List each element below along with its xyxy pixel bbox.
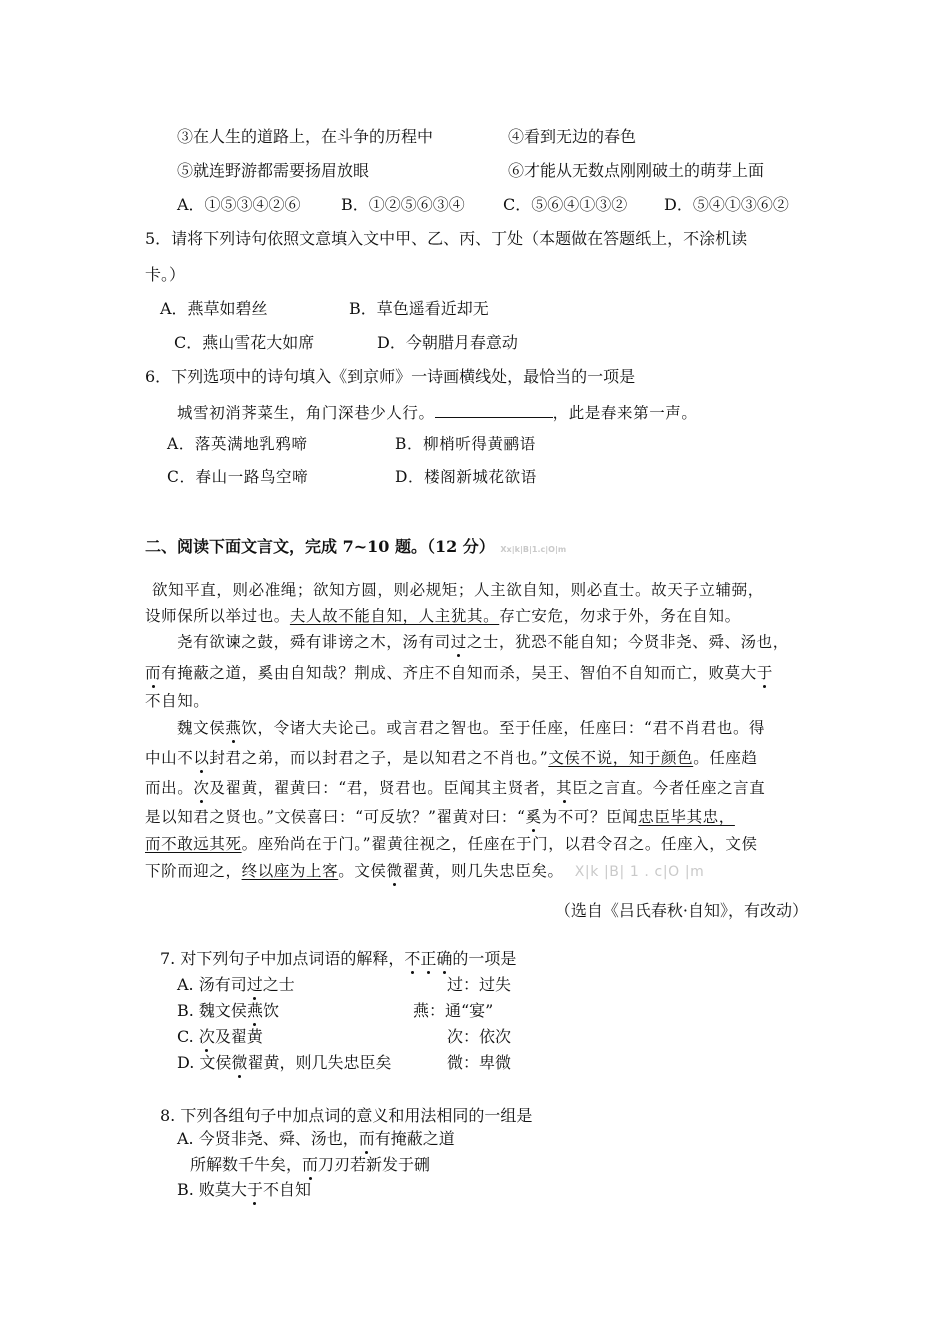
passage-text: 为不可？臣闻 bbox=[541, 808, 639, 826]
option-text: D. 文侯 bbox=[177, 1053, 232, 1072]
option-text: B. 败莫大 bbox=[177, 1180, 247, 1199]
option-text: B. 魏文侯 bbox=[177, 1001, 247, 1020]
passage-p2-line2 bbox=[145, 663, 773, 683]
dotted-word: 过 bbox=[450, 633, 467, 651]
passage-text: 及翟黄，翟黄曰：“君，贤君也。臣闻其主贤者， bbox=[209, 779, 557, 797]
q7-option-c-gloss: 次：依次 bbox=[447, 1027, 512, 1046]
option-text: 不自知 bbox=[262, 1180, 311, 1199]
dotted-word: 于 bbox=[756, 664, 773, 682]
q8-option-b-line1 bbox=[177, 1180, 311, 1200]
q7-option-a bbox=[177, 975, 295, 995]
section-2-heading bbox=[145, 537, 566, 560]
underlined-sentence-3b: 而不敢远其死 bbox=[145, 835, 242, 853]
section-2-heading-text: 二、阅读下面文言文，完成 7~10 题。（12 分） bbox=[145, 537, 495, 556]
q7-option-d bbox=[177, 1053, 391, 1073]
passage-p2-line3: 不自知。 bbox=[145, 692, 210, 710]
dotted-word: 而 bbox=[145, 664, 162, 682]
watermark-small: Xx|k|B|1.c|O|m bbox=[500, 545, 567, 554]
option-text: C. bbox=[177, 1027, 199, 1046]
q7-option-d-gloss: 微：卑微 bbox=[447, 1053, 512, 1072]
dotted-word: 于 bbox=[246, 1180, 263, 1199]
option-text: 之士 bbox=[262, 975, 295, 994]
dotted-word: 燕 bbox=[246, 1001, 263, 1020]
option-text: 刀刃若新发于硎 bbox=[318, 1155, 431, 1174]
passage-text: 。任座趋 bbox=[693, 749, 758, 767]
passage-p3-line6 bbox=[145, 861, 704, 882]
q5-option-c: C．燕山雪花大如席 bbox=[174, 333, 315, 352]
q7-option-b-gloss: 燕：通“宴” bbox=[413, 1001, 494, 1020]
q4-option-b: B．①②⑤⑥③④ bbox=[341, 195, 465, 214]
underlined-sentence-2: 文侯不说，知于颜色 bbox=[548, 749, 694, 767]
dotted-word: 燕 bbox=[225, 719, 242, 737]
passage-text: 中山不 bbox=[145, 749, 194, 767]
passage-p3-line3 bbox=[145, 778, 765, 798]
passage-p1-line2 bbox=[145, 606, 741, 626]
q6-option-b: B．柳梢听得黄鹂语 bbox=[395, 435, 536, 453]
q6-poem-before: 城雪初消荠菜生，角门深巷少人行。 bbox=[177, 404, 435, 422]
option-text: 翟黄，则几失忠臣矣 bbox=[247, 1053, 392, 1072]
q6-option-d: D．楼阁新城花欲语 bbox=[395, 468, 537, 486]
option-text: 所解数千牛矣， bbox=[190, 1155, 303, 1174]
passage-text: 存亡安危，勿求于外，务在自知。 bbox=[499, 607, 741, 625]
q4-option-d: D．⑤④①③⑥② bbox=[664, 195, 789, 214]
passage-text: 尧有欲谏之鼓，舜有诽谤之木，汤有司 bbox=[177, 633, 451, 651]
dotted-word: 以 bbox=[193, 749, 210, 767]
option-text: A. 汤有司 bbox=[177, 975, 247, 994]
q4-item-5: ⑤就连野游都需要扬眉放眼 bbox=[177, 161, 370, 180]
dotted-word: 奚 bbox=[525, 808, 542, 826]
passage-text: 饮，令诸大夫论己。或言君之智也。至于任座，任座曰：“君不肖君也。得 bbox=[241, 719, 766, 737]
passage-text: 是以知君之贤也。”文侯喜曰：“可反欤？”翟黄对曰：“ bbox=[145, 808, 526, 826]
option-text: 饮 bbox=[262, 1001, 279, 1020]
dotted-word: 微 bbox=[386, 862, 403, 880]
q7-option-c bbox=[177, 1027, 263, 1047]
dotted-word: 次 bbox=[193, 779, 210, 797]
q4-option-a: A．①⑤③④②⑥ bbox=[177, 195, 301, 214]
dotted-word: 正 bbox=[420, 949, 437, 968]
dotted-word: 其 bbox=[556, 779, 573, 797]
dotted-word: 过 bbox=[246, 975, 263, 994]
passage-text: 。座殆尚在于门。”翟黄往视之，任座在于门，以君令召之。任座入，文侯 bbox=[241, 835, 758, 853]
option-text: 有掩蔽之道 bbox=[374, 1129, 455, 1148]
passage-text: 魏文侯 bbox=[177, 719, 226, 737]
passage-p3-line1 bbox=[177, 718, 765, 738]
option-text: A. 今贤非尧、舜、汤也， bbox=[177, 1129, 359, 1148]
passage-text: 之士，犹恐不能自知；今贤非尧、舜、汤也， bbox=[466, 633, 789, 651]
q7-stem-text: 的一项是 bbox=[452, 949, 517, 968]
q6-option-c: C．春山一路鸟空啼 bbox=[167, 468, 309, 486]
passage-p3-line4 bbox=[145, 807, 735, 827]
passage-text: 下阶而迎之， bbox=[145, 862, 242, 880]
q5-option-a: A．燕草如碧丝 bbox=[160, 299, 268, 318]
q8-stem: 8. 下列各组句子中加点词的意义和用法相同的一组是 bbox=[160, 1106, 533, 1125]
passage-p3-line2 bbox=[145, 748, 758, 768]
q6-answer-blank bbox=[435, 401, 553, 418]
option-text: 及翟黄 bbox=[214, 1027, 263, 1046]
underlined-sentence-4: 终以座为上客 bbox=[241, 862, 339, 880]
q5-option-d: D．今朝腊月春意动 bbox=[377, 333, 518, 352]
passage-text: 封君之弟，而以封君之子，是以知君之不肖也。” bbox=[209, 749, 549, 767]
passage-source: （选自《吕氏春秋·自知》，有改动） bbox=[554, 901, 808, 920]
q4-item-3: ③在人生的道路上，在斗争的历程中 bbox=[177, 127, 434, 146]
underlined-sentence-1: 夫人故不能自知，人主犹其。 bbox=[289, 607, 500, 625]
q6-option-a: A．落英满地乳鸦啼 bbox=[167, 435, 308, 453]
q4-item-4: ④看到无边的春色 bbox=[508, 127, 637, 146]
q5-stem-line2: 卡。） bbox=[145, 265, 186, 284]
dotted-word: 次 bbox=[198, 1027, 215, 1046]
passage-text: 有掩蔽之道，奚由自知哉？荆成、齐庄不自知而杀，吴王、智伯不自知而亡，败莫大 bbox=[161, 664, 757, 682]
q5-option-b: B．草色遥看近却无 bbox=[349, 299, 489, 318]
dotted-word: 确 bbox=[436, 949, 453, 968]
passage-p1-line1: 欲知平直，则必准绳；欲知方圆，则必规矩；人主欲自知，则必直士。故天子立辅弼， bbox=[152, 581, 764, 599]
passage-text: 设师保所以举过也。 bbox=[145, 607, 290, 625]
passage-text: 而出。 bbox=[145, 779, 194, 797]
q7-option-a-gloss: 过：过失 bbox=[447, 975, 512, 994]
underlined-sentence-3a: 忠臣毕其忠， bbox=[638, 808, 735, 826]
watermark: X|k |B| 1 . c|O |m bbox=[574, 864, 705, 880]
q6-stem: 6．下列选项中的诗句填入《到京师》一诗画横线处，最恰当的一项是 bbox=[145, 367, 636, 386]
passage-p2-line1 bbox=[177, 632, 789, 652]
q8-option-a-line1 bbox=[177, 1129, 455, 1149]
dotted-word: 而 bbox=[358, 1129, 375, 1148]
q8-option-a-line2 bbox=[190, 1155, 430, 1175]
dotted-word: 而 bbox=[302, 1155, 319, 1174]
q6-poem bbox=[177, 401, 698, 423]
q4-item-6: ⑥才能从无数点刚刚破土的萌芽上面 bbox=[508, 161, 765, 180]
passage-text: 臣之言直。今者任座之言直 bbox=[572, 779, 766, 797]
q7-option-b bbox=[177, 1001, 279, 1021]
passage-p3-line5 bbox=[145, 834, 758, 854]
passage-text: 翟黄，则几失忠臣矣。 bbox=[402, 862, 564, 880]
q5-stem-line1: 5．请将下列诗句依照文意填入文中甲、乙、丙、丁处（本题做在答题纸上，不涂机读 bbox=[145, 229, 748, 248]
q7-stem bbox=[160, 949, 516, 969]
dotted-word: 微 bbox=[231, 1053, 248, 1072]
q7-stem-text: 7. 对下列句子中加点词语的解释， bbox=[160, 949, 405, 968]
q4-option-c: C．⑤⑥④①③② bbox=[503, 195, 628, 214]
q6-poem-after: ，此是春来第一声。 bbox=[552, 404, 698, 422]
dotted-word: 不 bbox=[404, 949, 421, 968]
passage-text: 。文侯 bbox=[338, 862, 387, 880]
